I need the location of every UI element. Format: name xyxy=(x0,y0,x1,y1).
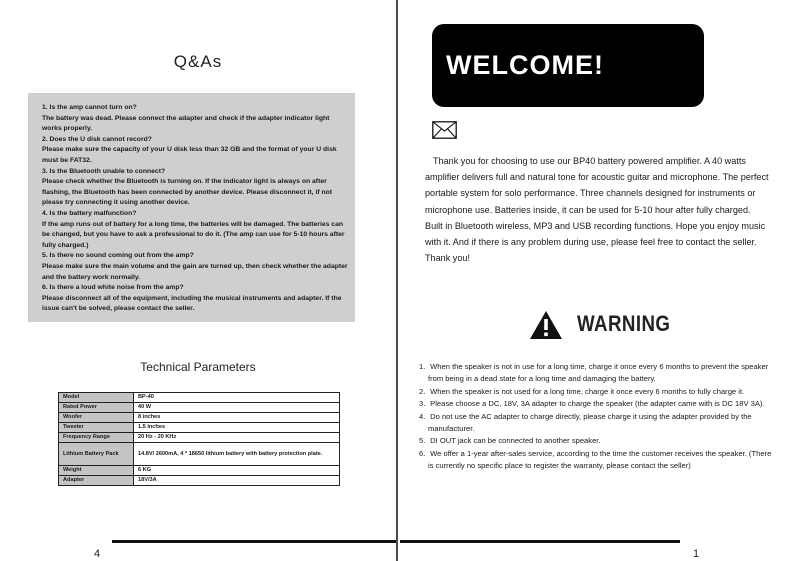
list-item xyxy=(419,398,775,410)
list-text: DI OUT jack can be connected to another speaker. xyxy=(430,436,601,446)
left-page xyxy=(0,0,396,561)
spec-key: Adapter xyxy=(59,476,134,486)
spec-value: 6 KG xyxy=(134,466,340,476)
list-number: 4. xyxy=(419,411,426,421)
specs-table xyxy=(58,392,340,486)
qa-question: 2. Does the U disk cannot record? xyxy=(42,135,152,143)
welcome-banner xyxy=(432,24,704,107)
qa-item xyxy=(42,209,348,251)
spec-key: Frequency Range xyxy=(59,433,134,443)
spec-key: Woofer xyxy=(59,413,134,423)
footer-rule xyxy=(400,540,680,543)
spec-value: 8 inches xyxy=(134,413,340,423)
table-row xyxy=(59,423,340,433)
spec-value: 18V/3A xyxy=(134,476,340,486)
table-row xyxy=(59,403,340,413)
technical-parameters-title: Technical Parameters xyxy=(140,360,256,374)
list-item xyxy=(419,435,775,447)
spec-key: Model xyxy=(59,393,134,403)
list-item xyxy=(419,411,775,436)
table-row xyxy=(59,476,340,486)
list-number: 2. xyxy=(419,386,426,396)
list-item xyxy=(419,448,775,473)
list-number: 3. xyxy=(419,399,426,409)
spec-key: Weight xyxy=(59,466,134,476)
spec-value: 40 W xyxy=(134,403,340,413)
qa-answer: Please check whether the Bluetooth is turning on. If the indicator light is always on after flashing, the Bluetooth has been connected by another device. Please disconnect it, if not please try connecting it using another device. xyxy=(42,178,333,207)
spec-value: 14.8V/ 2600mA, 4 * 18650 lithium battery with battery protection plate. xyxy=(134,443,340,466)
qa-question: 4. Is the battery malfunction? xyxy=(42,209,137,217)
list-item xyxy=(419,386,775,398)
qa-item xyxy=(42,103,348,135)
spec-value: BP-40 xyxy=(134,393,340,403)
qa-question: 1. Is the amp cannot turn on? xyxy=(42,104,137,111)
list-text: When the speaker is not used for a long time, charge it once every 6 months to fully charge it. xyxy=(430,386,745,396)
list-number: 1. xyxy=(419,362,426,371)
page-number: 4 xyxy=(94,548,101,560)
warning-title: WARNING xyxy=(577,311,671,336)
right-page xyxy=(398,0,793,561)
welcome-title: WELCOME! xyxy=(446,50,604,80)
qa-question: 6. Is there a loud white noise from the amp? xyxy=(42,284,184,292)
qa-answer: Please make sure the main volume and the gain are turned up, then check whether the adapter and the battery work normally. xyxy=(42,262,348,281)
warning-icon xyxy=(529,310,563,340)
qa-question: 3. Is the Bluetooth unable to connect? xyxy=(42,167,166,175)
list-text: Do not use the AC adapter to charge directly, please charge it using the adapter provided by the manufacturer. xyxy=(428,411,752,434)
envelope-icon xyxy=(432,121,457,139)
spec-key: Lithium Battery Pack xyxy=(59,443,134,466)
qa-item xyxy=(42,135,348,167)
warning-list xyxy=(419,361,775,473)
table-row xyxy=(59,413,340,423)
welcome-body: Thank you for choosing to use our BP40 battery powered amplifier. A 40 watts amplifier delivers full and natural tone for acoustic guitar and microphone. The perfect portable system for solo performance. Three channels designed for instruments or microphone use. Batteries inside, it can be used for 5-10 hour after fully charged. Built in Bluetooth wireless, MP3 and USB recording functions. Hope you enjoy music with it. And if there is any problem during use, please feel free to contact the seller. Thank you! xyxy=(425,156,769,264)
qa-title: Q&As xyxy=(173,52,223,71)
qa-item xyxy=(42,167,348,209)
qa-answer: Please disconnect all of the equipment, including the musical instruments and adapter. If the issue can't be solved, please contact the seller. xyxy=(42,294,342,313)
list-text: Please choose a DC, 18V, 3A adapter to charge the speaker (the adapter came with is DC 18V 3A). xyxy=(430,399,765,409)
qa-answer: If the amp runs out of battery for a long time, the batteries will be damaged. The batteries can be changed, but you have to ask a professional to do it. (The amp can use for 5-10 hours after fully charged.) xyxy=(42,220,345,249)
table-row xyxy=(59,433,340,443)
list-text: When the speaker is not in use for a long time, charge it once every 6 months to prevent the speaker from being in a dead state for a long time and damaging the battery. xyxy=(428,362,769,384)
qa-answer: The battery was dead. Please connect the adapter and check if the adapter indicator light works properly. xyxy=(42,114,330,133)
list-item xyxy=(419,361,775,386)
qa-answer: Please make sure the capacity of your U disk less than 32 GB and the format of your U disk must be FAT32. xyxy=(42,146,337,164)
table-row xyxy=(59,393,340,403)
table-row xyxy=(59,466,340,476)
qa-box xyxy=(28,93,355,322)
table-row xyxy=(59,443,340,466)
footer-rule xyxy=(112,540,396,543)
qa-item xyxy=(42,251,348,283)
qa-question: 5. Is there no sound coming out from the amp? xyxy=(42,252,194,260)
spec-value: 20 Hz - 20 KHz xyxy=(134,433,340,443)
spec-key: Tweeter xyxy=(59,423,134,433)
list-number: 5. xyxy=(419,436,426,446)
qa-item xyxy=(42,283,348,315)
list-number: 6. xyxy=(419,448,426,458)
spec-value: 1.5 inches xyxy=(134,423,340,433)
list-text: We offer a 1-year after-sales service, according to the time the customer receives the speaker. (There is currently no specific place to register the warranty, please contact the seller) xyxy=(428,448,772,471)
page-number: 1 xyxy=(693,548,700,560)
spec-key: Rated Power xyxy=(59,403,134,413)
